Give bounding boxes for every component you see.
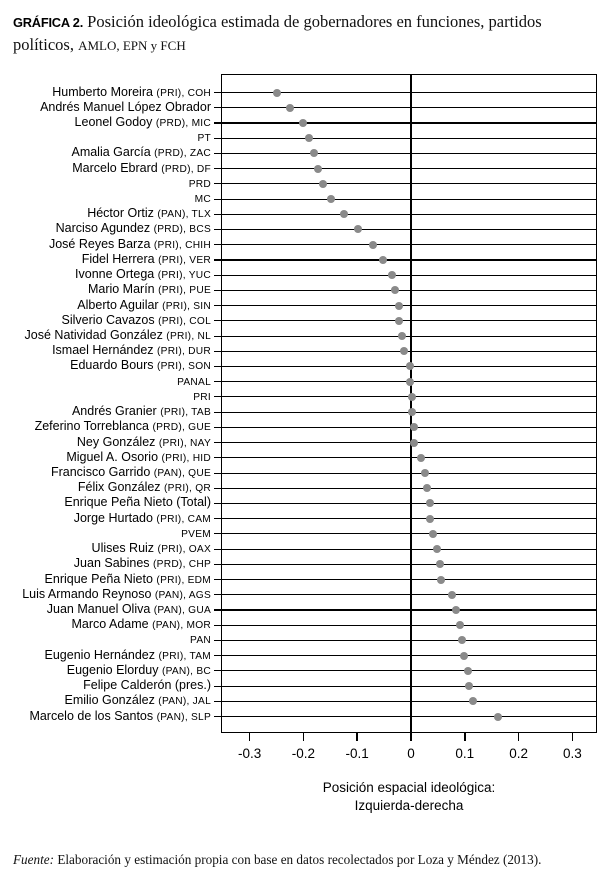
row-governor-name: Andrés Manuel López Obrador bbox=[40, 99, 211, 114]
y-axis-tick bbox=[214, 609, 221, 610]
data-point-dot bbox=[340, 210, 348, 218]
row-governor-name: Héctor Ortiz bbox=[87, 206, 158, 221]
x-axis-tick bbox=[303, 733, 305, 741]
row-governor-name: Eugenio Hernández bbox=[44, 647, 159, 662]
row-governor-name: Silverio Cavazos bbox=[61, 312, 159, 327]
y-axis-tick bbox=[214, 138, 221, 139]
row-governor-name: Miguel A. Osorio bbox=[66, 449, 162, 464]
row-label bbox=[0, 252, 211, 268]
row-label bbox=[0, 374, 211, 390]
y-axis-tick bbox=[214, 503, 221, 504]
row-party-state-tag: (PRI), PUE bbox=[158, 285, 211, 297]
row-party-state-tag: MC bbox=[194, 194, 211, 206]
row-party-state-tag: PAN bbox=[190, 635, 211, 647]
data-point-dot bbox=[379, 256, 387, 264]
figure-title bbox=[13, 11, 598, 56]
row-party-state-tag: (PAN), GUA bbox=[153, 604, 211, 616]
row-governor-name: José Reyes Barza bbox=[48, 236, 154, 251]
x-axis-tick-label: 0.1 bbox=[455, 746, 475, 761]
row-grid-line bbox=[221, 670, 597, 671]
y-axis-tick bbox=[214, 107, 221, 108]
row-governor-name: Marcelo Ebrard bbox=[72, 160, 162, 175]
row-grid-line bbox=[221, 183, 597, 184]
data-point-dot bbox=[452, 606, 460, 614]
row-label bbox=[0, 298, 211, 314]
row-grid-line bbox=[221, 609, 597, 610]
data-point-dot bbox=[410, 439, 418, 447]
row-party-state-tag: (PAN), TLX bbox=[157, 209, 211, 221]
row-grid-line bbox=[221, 275, 597, 276]
row-party-state-tag: (PRI), TAM bbox=[158, 650, 211, 662]
data-point-dot bbox=[408, 393, 416, 401]
row-grid-line bbox=[221, 320, 597, 321]
row-label bbox=[0, 663, 211, 679]
row-label bbox=[0, 404, 211, 420]
row-label bbox=[0, 191, 211, 207]
y-axis-tick bbox=[214, 320, 221, 321]
data-point-dot bbox=[421, 469, 429, 477]
row-grid-line bbox=[221, 153, 597, 154]
row-governor-name: Leonel Godoy bbox=[74, 114, 156, 129]
row-governor-name: Juan Sabines bbox=[73, 556, 154, 571]
row-governor-name: Francisco Garrido bbox=[50, 465, 154, 479]
row-party-state-tag: (PRI), EDM bbox=[156, 574, 211, 586]
y-axis-tick bbox=[214, 640, 221, 641]
x-axis-tick bbox=[518, 733, 520, 741]
row-party-state-tag: (PAN), BC bbox=[161, 665, 211, 677]
data-point-dot bbox=[406, 378, 414, 386]
row-label bbox=[0, 632, 211, 648]
row-grid-line bbox=[221, 594, 597, 595]
y-axis-tick bbox=[214, 336, 221, 337]
row-label bbox=[0, 617, 211, 633]
row-grid-line bbox=[221, 533, 597, 534]
row-governor-name: Emilio González bbox=[64, 693, 159, 708]
row-label bbox=[0, 465, 211, 481]
row-party-state-tag: PANAL bbox=[177, 376, 211, 388]
row-label bbox=[0, 206, 211, 222]
data-point-dot bbox=[423, 484, 431, 492]
data-point-dot bbox=[460, 652, 468, 660]
row-governor-name: Ulises Ruiz bbox=[91, 541, 158, 556]
row-label bbox=[0, 115, 211, 131]
figure-title-text: Posición ideológica estimada de gobernadores en funciones, partidos políticos, bbox=[13, 12, 542, 54]
y-axis-tick bbox=[214, 670, 221, 671]
row-label bbox=[0, 678, 211, 694]
data-point-dot bbox=[458, 636, 466, 644]
row-label bbox=[0, 709, 211, 725]
y-axis-tick bbox=[214, 229, 221, 230]
row-label bbox=[0, 100, 211, 116]
row-label bbox=[0, 343, 211, 359]
row-party-state-tag: (PRI), NAY bbox=[158, 437, 211, 449]
x-axis-tick-label: -0.2 bbox=[291, 746, 316, 761]
row-party-state-tag: (PAN), JAL bbox=[158, 696, 211, 708]
row-governor-name: Enrique Peña Nieto bbox=[44, 571, 157, 586]
row-governor-name: Marco Adame bbox=[71, 617, 153, 632]
x-axis-tick bbox=[356, 733, 358, 741]
source-note-label: Fuente: bbox=[13, 852, 55, 867]
y-axis-tick bbox=[214, 199, 221, 200]
y-axis-tick bbox=[214, 381, 221, 382]
data-point-dot bbox=[437, 576, 445, 584]
x-axis-tick-label: 0.3 bbox=[563, 746, 582, 761]
row-party-state-tag: (PRI), SON bbox=[156, 361, 211, 373]
row-label bbox=[0, 328, 211, 344]
row-grid-line bbox=[221, 229, 597, 230]
data-point-dot bbox=[429, 530, 437, 538]
y-axis-tick bbox=[214, 351, 221, 352]
row-label bbox=[0, 511, 211, 527]
row-governor-name: Amalia García bbox=[71, 145, 155, 160]
row-label bbox=[0, 495, 211, 511]
row-label bbox=[0, 648, 211, 664]
data-point-dot bbox=[273, 89, 281, 97]
row-governor-name: Ivonne Ortega bbox=[75, 267, 158, 282]
data-point-dot bbox=[369, 241, 377, 249]
y-axis-tick bbox=[214, 275, 221, 276]
y-axis-tick bbox=[214, 442, 221, 443]
row-grid-line bbox=[221, 549, 597, 550]
row-party-state-tag: (PRI), SIN bbox=[162, 300, 211, 312]
row-grid-line bbox=[221, 168, 597, 169]
row-party-state-tag: (PRD), ZAC bbox=[154, 148, 211, 160]
y-axis-tick bbox=[214, 412, 221, 413]
x-axis-tick-label: -0.1 bbox=[345, 746, 369, 761]
row-grid-line bbox=[221, 503, 597, 504]
x-axis-tick-label: -0.3 bbox=[237, 746, 262, 761]
y-axis-tick bbox=[214, 259, 221, 260]
data-point-dot bbox=[286, 104, 294, 112]
y-axis-tick bbox=[214, 214, 221, 215]
x-axis-tick bbox=[410, 733, 412, 741]
y-axis-tick bbox=[214, 366, 221, 367]
data-point-dot bbox=[327, 195, 335, 203]
row-label bbox=[0, 313, 211, 329]
source-note-text: Elaboración y estimación propia con base en datos recolectados por Loza y Méndez (2013). bbox=[54, 852, 542, 867]
row-governor-name: Eugenio Elorduy bbox=[66, 662, 162, 677]
row-party-state-tag: PRI bbox=[193, 391, 211, 403]
row-label bbox=[0, 267, 211, 283]
row-label bbox=[0, 556, 211, 572]
row-party-state-tag: PT bbox=[197, 133, 211, 145]
y-axis-tick bbox=[214, 579, 221, 580]
y-axis-tick bbox=[214, 427, 221, 428]
y-axis-tick bbox=[214, 473, 221, 474]
row-grid-line bbox=[221, 427, 597, 428]
x-axis-title-line1: Posición espacial ideológica: bbox=[322, 780, 496, 795]
row-label bbox=[0, 572, 211, 588]
row-grid-line bbox=[221, 473, 597, 474]
row-party-state-tag: (PAN), SLP bbox=[156, 711, 211, 723]
row-label bbox=[0, 176, 211, 192]
data-point-dot bbox=[395, 317, 403, 325]
row-grid-line bbox=[221, 457, 597, 458]
row-grid-line bbox=[221, 138, 597, 139]
row-governor-name: Andrés Granier bbox=[71, 404, 161, 419]
y-axis-tick bbox=[214, 92, 221, 93]
row-party-state-tag: (PAN), QUE bbox=[153, 468, 211, 479]
y-axis-tick bbox=[214, 305, 221, 306]
row-governor-name: Luis Armando Reynoso bbox=[22, 586, 155, 601]
row-party-state-tag: (PAN), MOR bbox=[152, 620, 211, 632]
y-axis-tick bbox=[214, 290, 221, 291]
row-governor-name: Narciso Agundez bbox=[55, 221, 154, 236]
row-label bbox=[0, 419, 211, 435]
row-label bbox=[0, 145, 211, 161]
row-governor-name: Ismael Hernández bbox=[52, 343, 157, 358]
row-grid-line bbox=[221, 579, 597, 580]
row-party-state-tag: (PRI), QR bbox=[164, 483, 211, 495]
row-grid-line bbox=[221, 686, 597, 687]
row-party-state-tag: (PRI), VER bbox=[158, 254, 211, 266]
row-governor-name: Humberto Moreira bbox=[52, 84, 157, 99]
row-label bbox=[0, 435, 211, 451]
row-grid-line bbox=[221, 655, 597, 656]
y-axis-tick bbox=[214, 716, 221, 717]
y-axis-tick bbox=[214, 183, 221, 184]
y-axis-tick bbox=[214, 625, 221, 626]
row-party-state-tag: (PRI), DUR bbox=[157, 346, 211, 358]
row-governor-name: Mario Marín bbox=[87, 282, 159, 297]
row-grid-line bbox=[221, 625, 597, 626]
y-axis-tick bbox=[214, 457, 221, 458]
data-point-dot bbox=[388, 271, 396, 279]
y-axis-tick bbox=[214, 488, 221, 489]
data-point-dot bbox=[314, 165, 322, 173]
figure-title-acronyms: AMLO, EPN y FCH bbox=[78, 37, 186, 53]
x-axis-tick-label: 0 bbox=[407, 746, 415, 761]
row-party-state-tag: (PRI), NL bbox=[166, 331, 211, 343]
row-grid-line bbox=[221, 701, 597, 702]
data-point-dot bbox=[426, 515, 434, 523]
y-axis-tick bbox=[214, 655, 221, 656]
row-label bbox=[0, 450, 211, 466]
row-label bbox=[0, 693, 211, 709]
row-grid-line bbox=[221, 640, 597, 641]
row-label bbox=[0, 389, 211, 405]
row-party-state-tag: (PRD), BCS bbox=[153, 224, 211, 236]
row-grid-line bbox=[221, 564, 597, 565]
plot-frame bbox=[221, 74, 597, 733]
row-party-state-tag: (PRD), DF bbox=[161, 163, 211, 175]
row-grid-line bbox=[221, 214, 597, 215]
row-party-state-tag: (PRI), OAX bbox=[157, 544, 211, 556]
row-governor-name: Marcelo de los Santos bbox=[29, 708, 157, 723]
figure-title-number: GRÁFICA 2. bbox=[13, 15, 84, 30]
row-label bbox=[0, 161, 211, 177]
row-label bbox=[0, 541, 211, 557]
row-party-state-tag: (PAN), AGS bbox=[154, 589, 211, 601]
row-party-state-tag: (PRI), CHIH bbox=[153, 239, 211, 251]
data-point-dot bbox=[395, 302, 403, 310]
row-grid-line bbox=[221, 518, 597, 519]
row-governor-name: Alberto Aguilar bbox=[77, 297, 163, 312]
row-grid-line bbox=[221, 107, 597, 108]
y-axis-tick bbox=[214, 686, 221, 687]
y-axis-tick bbox=[214, 518, 221, 519]
data-point-dot bbox=[448, 591, 456, 599]
source-note bbox=[13, 852, 598, 868]
row-label bbox=[0, 358, 211, 374]
y-axis-tick bbox=[214, 549, 221, 550]
row-party-state-tag: (PRI), CAM bbox=[156, 513, 211, 525]
row-governor-name: Fidel Herrera bbox=[81, 251, 159, 266]
row-label bbox=[0, 602, 211, 618]
x-axis-tick bbox=[572, 733, 574, 741]
row-label bbox=[0, 237, 211, 253]
row-party-state-tag: PVEM bbox=[181, 528, 211, 540]
data-point-dot bbox=[494, 713, 502, 721]
row-governor-name: Enrique Peña Nieto (Total) bbox=[64, 495, 211, 510]
row-grid-line bbox=[221, 122, 597, 123]
x-axis-title-line2: Izquierda-derecha bbox=[354, 798, 464, 813]
row-grid-line bbox=[221, 442, 597, 443]
y-axis-tick bbox=[214, 594, 221, 595]
row-label bbox=[0, 221, 211, 237]
row-party-state-tag: (PRI), COH bbox=[156, 87, 211, 99]
y-axis-tick bbox=[214, 564, 221, 565]
y-axis-tick bbox=[214, 244, 221, 245]
row-party-state-tag: (PRD), GUE bbox=[152, 422, 211, 434]
row-grid-line bbox=[221, 351, 597, 352]
row-label bbox=[0, 480, 211, 496]
row-label bbox=[0, 526, 211, 542]
row-governor-name: Ney González bbox=[76, 434, 159, 449]
row-grid-line bbox=[221, 305, 597, 306]
x-axis-tick-label: 0.2 bbox=[509, 746, 528, 761]
row-label bbox=[0, 587, 211, 603]
data-point-dot bbox=[417, 454, 425, 462]
row-grid-line bbox=[221, 244, 597, 245]
row-governor-name: Zeferino Torreblanca bbox=[34, 419, 153, 434]
x-axis-title bbox=[221, 779, 597, 815]
y-axis-tick bbox=[214, 533, 221, 534]
row-grid-line bbox=[221, 290, 597, 291]
y-axis-tick bbox=[214, 153, 221, 154]
row-governor-name: Jorge Hurtado bbox=[73, 510, 157, 525]
data-point-dot bbox=[464, 667, 472, 675]
row-grid-line bbox=[221, 259, 597, 260]
y-axis-tick bbox=[214, 122, 221, 123]
row-governor-name: Felipe Calderón (pres.) bbox=[83, 678, 211, 693]
row-grid-line bbox=[221, 199, 597, 200]
y-axis-tick bbox=[214, 396, 221, 397]
row-party-state-tag: (PRI), TAB bbox=[160, 407, 211, 419]
row-governor-name: Eduardo Bours bbox=[70, 358, 157, 373]
row-grid-line bbox=[221, 488, 597, 489]
row-party-state-tag: (PRI), YUC bbox=[157, 270, 211, 282]
row-label bbox=[0, 85, 211, 101]
row-governor-name: Juan Manuel Oliva bbox=[46, 601, 154, 616]
row-party-state-tag: (PRI), HID bbox=[161, 452, 211, 464]
row-governor-name: Félix González bbox=[77, 480, 165, 495]
x-axis-tick bbox=[249, 733, 251, 741]
row-grid-line bbox=[221, 716, 597, 717]
row-label bbox=[0, 130, 211, 146]
row-grid-line bbox=[221, 336, 597, 337]
zero-reference-line bbox=[410, 74, 412, 733]
y-axis-tick bbox=[214, 168, 221, 169]
row-governor-name: José Natividad González bbox=[24, 328, 167, 343]
row-party-state-tag: (PRI), COL bbox=[158, 315, 211, 327]
row-party-state-tag: (PRD), MIC bbox=[155, 117, 211, 129]
row-party-state-tag: (PRD), CHP bbox=[153, 559, 211, 571]
y-axis-tick bbox=[214, 701, 221, 702]
row-party-state-tag: PRD bbox=[188, 178, 211, 190]
row-label bbox=[0, 282, 211, 298]
x-axis-tick bbox=[464, 733, 466, 741]
